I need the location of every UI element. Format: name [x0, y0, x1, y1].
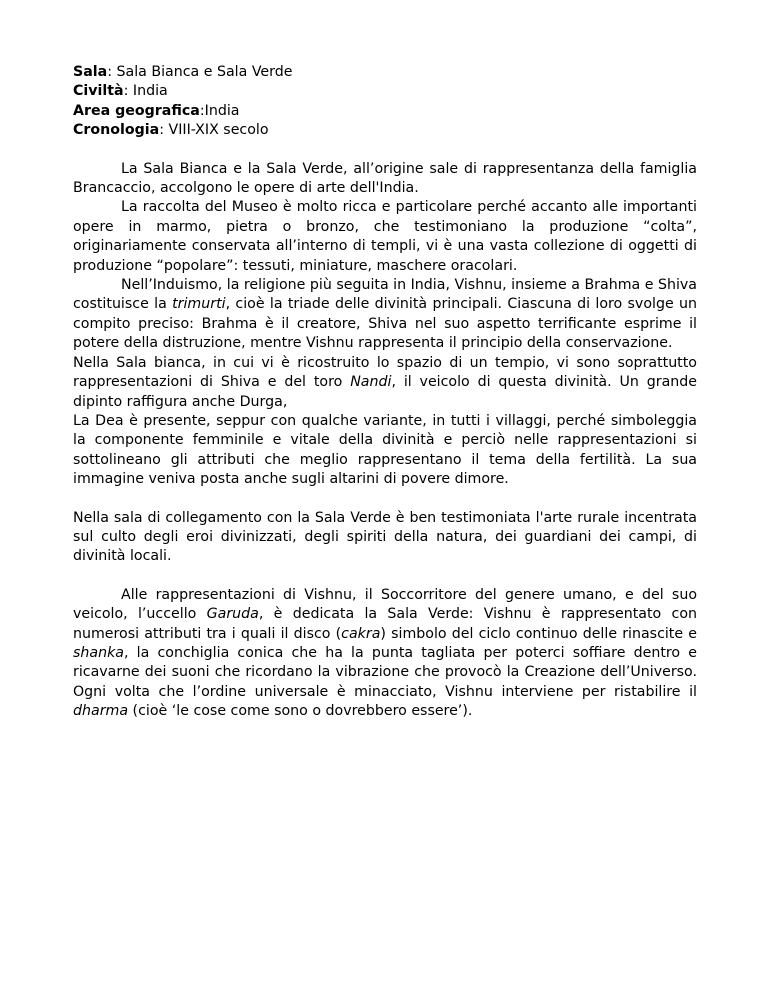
paragraph-7-text-a: Alle rappresentazioni di Vishnu, il Soccorritore del genere umano, e del suo veicolo, l’uccello: [73, 586, 697, 623]
meta-cronologia-label: Cronologia: [73, 122, 160, 139]
meta-cronologia-value: : VIII-XIX secolo: [159, 122, 269, 139]
paragraph-4-italic-nandi: Nandi: [350, 374, 392, 391]
paragraph-4-text-a: Nella Sala bianca, in cui vi è ricostruito lo spazio di un tempio, vi sono soprattutto rappresentazioni di Shiva e del toro: [73, 354, 697, 391]
meta-area: [73, 102, 697, 121]
meta-area-label: Area geografica: [73, 102, 200, 119]
paragraph-7-italic-cakra: cakra: [341, 625, 381, 642]
paragraph-7-text-b: , è dedicata la Sala Verde: Vishnu è rappresentato con numerosi attributi tra i quali il disco (: [73, 606, 697, 642]
paragraph-7-italic-dharma: dharma: [73, 703, 129, 720]
paragraph-2: La raccolta del Museo è molto ricca e particolare perché accanto alle importanti opere in marmo, pietra o bronzo, che testimoniano la produzione “colta”, originariamente conservata all’interno di templi, vi è una vasta collezione di oggetti di produzione “popolare”: tessuti, miniature, maschere oracolari.: [73, 199, 697, 274]
meta-sala: [73, 63, 697, 82]
paragraph-7: [73, 586, 697, 722]
paragraph-gap: [73, 490, 697, 509]
metadata-block: [73, 63, 697, 141]
paragraph-3-text-a: Nell’Induismo, la religione più seguita in India, Vishnu, insieme a Brahma e Shiva costituisce la: [73, 277, 697, 313]
paragraph-7-text-c: ) simbolo del ciclo continuo delle rinascite e: [380, 625, 697, 642]
meta-cronologia: [73, 121, 697, 140]
meta-area-value: :India: [199, 102, 240, 119]
paragraph-3-italic-trimurti: trimurti: [172, 296, 226, 313]
paragraph-4: [73, 354, 697, 412]
paragraph-gap: [73, 567, 697, 586]
paragraph-4-text-b: , il veicolo di questa divinità. Un grande dipinto raffigura anche Durga,: [73, 374, 698, 410]
document-page: [73, 63, 697, 722]
paragraph-3: [73, 276, 697, 354]
paragraph-7-text-d: , la conchiglia conica che ha la punta tagliata per poterci soffiare dentro e ricavarne dei suoni che ricordano la vibrazione che provocò la Creazione dell’Universo. Ogni volta che l’ordine universale è minacciato, Vishnu interviene per ristabilire il: [73, 644, 697, 700]
paragraph-5: La Dea è presente, seppur con qualche variante, in tutti i villaggi, perché simboleggia la componente femminile e vitale della divinità e perciò nelle rappresentazioni si sottolineano gli attributi che meglio rappresentano il tema della fertilità. La sua immagine veniva posta anche sugli altarini di povere dimore.: [73, 412, 697, 488]
meta-civilta: [73, 82, 697, 101]
paragraph-1: La Sala Bianca e la Sala Verde, all’origine sale di rappresentanza della famiglia Brancaccio, accolgono le opere di arte dell'India.: [73, 160, 697, 197]
paragraph-6: Nella sala di collegamento con la Sala Verde è ben testimoniata l'arte rurale incentrata sul culto degli eroi divinizzati, degli spiriti della natura, dei guardiani dei campi, di divinità locali.: [73, 509, 697, 565]
body-text: [73, 160, 697, 722]
meta-civilta-value: : India: [123, 83, 168, 100]
paragraph-7-italic-shanka: shanka: [73, 644, 124, 661]
meta-sala-label: Sala: [73, 64, 108, 80]
paragraph-7-italic-garuda: Garuda: [206, 606, 259, 623]
paragraph-7-text-e: (cioè ‘le cose come sono o dovrebbero essere’).: [128, 703, 473, 720]
meta-civilta-label: Civiltà: [73, 83, 124, 100]
meta-sala-value: : Sala Bianca e Sala Verde: [107, 64, 293, 80]
paragraph-3-text-b: , cioè la triade delle divinità principali. Ciascuna di loro svolge un compito preciso: Brahma è il creatore, Shiva nel suo aspetto terrificante esprime il potere della distruzione, mentre Vishnu rappresenta il principio della conservazione.: [73, 296, 697, 352]
